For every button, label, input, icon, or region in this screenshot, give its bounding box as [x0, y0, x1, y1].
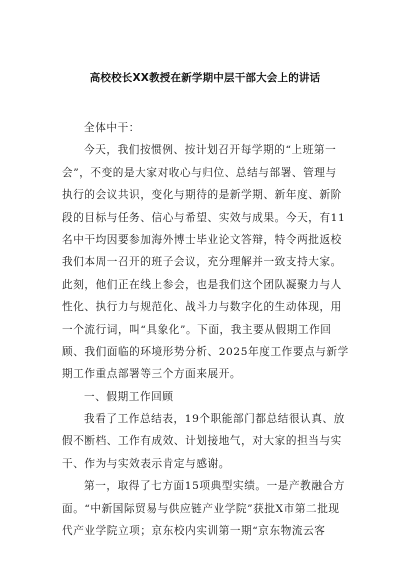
document-body — [62, 117, 358, 542]
paragraph-line: 我们本周一召开的班子会议，充分理解并一致支持大家。 — [62, 256, 342, 269]
paragraph-line: 名中干均因要参加海外博士毕业论文答辩，特令两批返校 — [62, 233, 342, 246]
paragraph-line: 此刻，他们正在线上参会，也是我们这个团队凝聚力与人 — [62, 278, 342, 291]
section-heading: 一、假期工作回顾 — [84, 390, 174, 403]
document-title: 高校校长XX教授在新学期中层干部大会上的讲话 — [89, 72, 321, 84]
paragraph-line: 一个流行词，叫“具象化”。下面，我主要从假期工作回 — [62, 323, 332, 336]
paragraph-line: 段的目标与任务、信心与希望、实效与成果。今天，有11 — [62, 211, 346, 224]
paragraph-line: 假不断档、工作有成效、计划接地气，对大家的担当与实 — [62, 435, 342, 448]
paragraph-line: 性化、执行力与规范化、战斗力与数字化的生动体现，用 — [62, 301, 342, 314]
paragraph-line: 我看了工作总结表，19个职能部门都总结很认真、放 — [84, 413, 345, 426]
paragraph-line: 执行的会议共识，变化与期待的是新学期、新年度、新阶 — [62, 189, 342, 202]
paragraph-line: 面。“中新国际贸易与供应链产业学院”获批X市第二批现 — [62, 502, 340, 515]
paragraph-line: 第一，取得了七方面15项典型实绩。一是产教融合方 — [84, 480, 345, 493]
paragraph-line: 今天，我们按惯例、按计划召开每学期的“上班第一 — [84, 144, 337, 157]
paragraph-line: 代产业学院立项；京东校内实训第一期“京东物流云客 — [62, 525, 326, 538]
paragraph-line: 会”，不变的是大家对收心与归位、总结与部署、管理与 — [62, 166, 337, 179]
salutation: 全体中干： — [84, 122, 140, 134]
paragraph-line: 干、作为与实效表示肯定与感谢。 — [62, 457, 230, 470]
paragraph-line: 期工作重点部署等三个方面来展开。 — [62, 368, 242, 381]
paragraph-line: 顾、我们面临的环境形势分析、2025年度工作要点与新学 — [62, 345, 349, 358]
